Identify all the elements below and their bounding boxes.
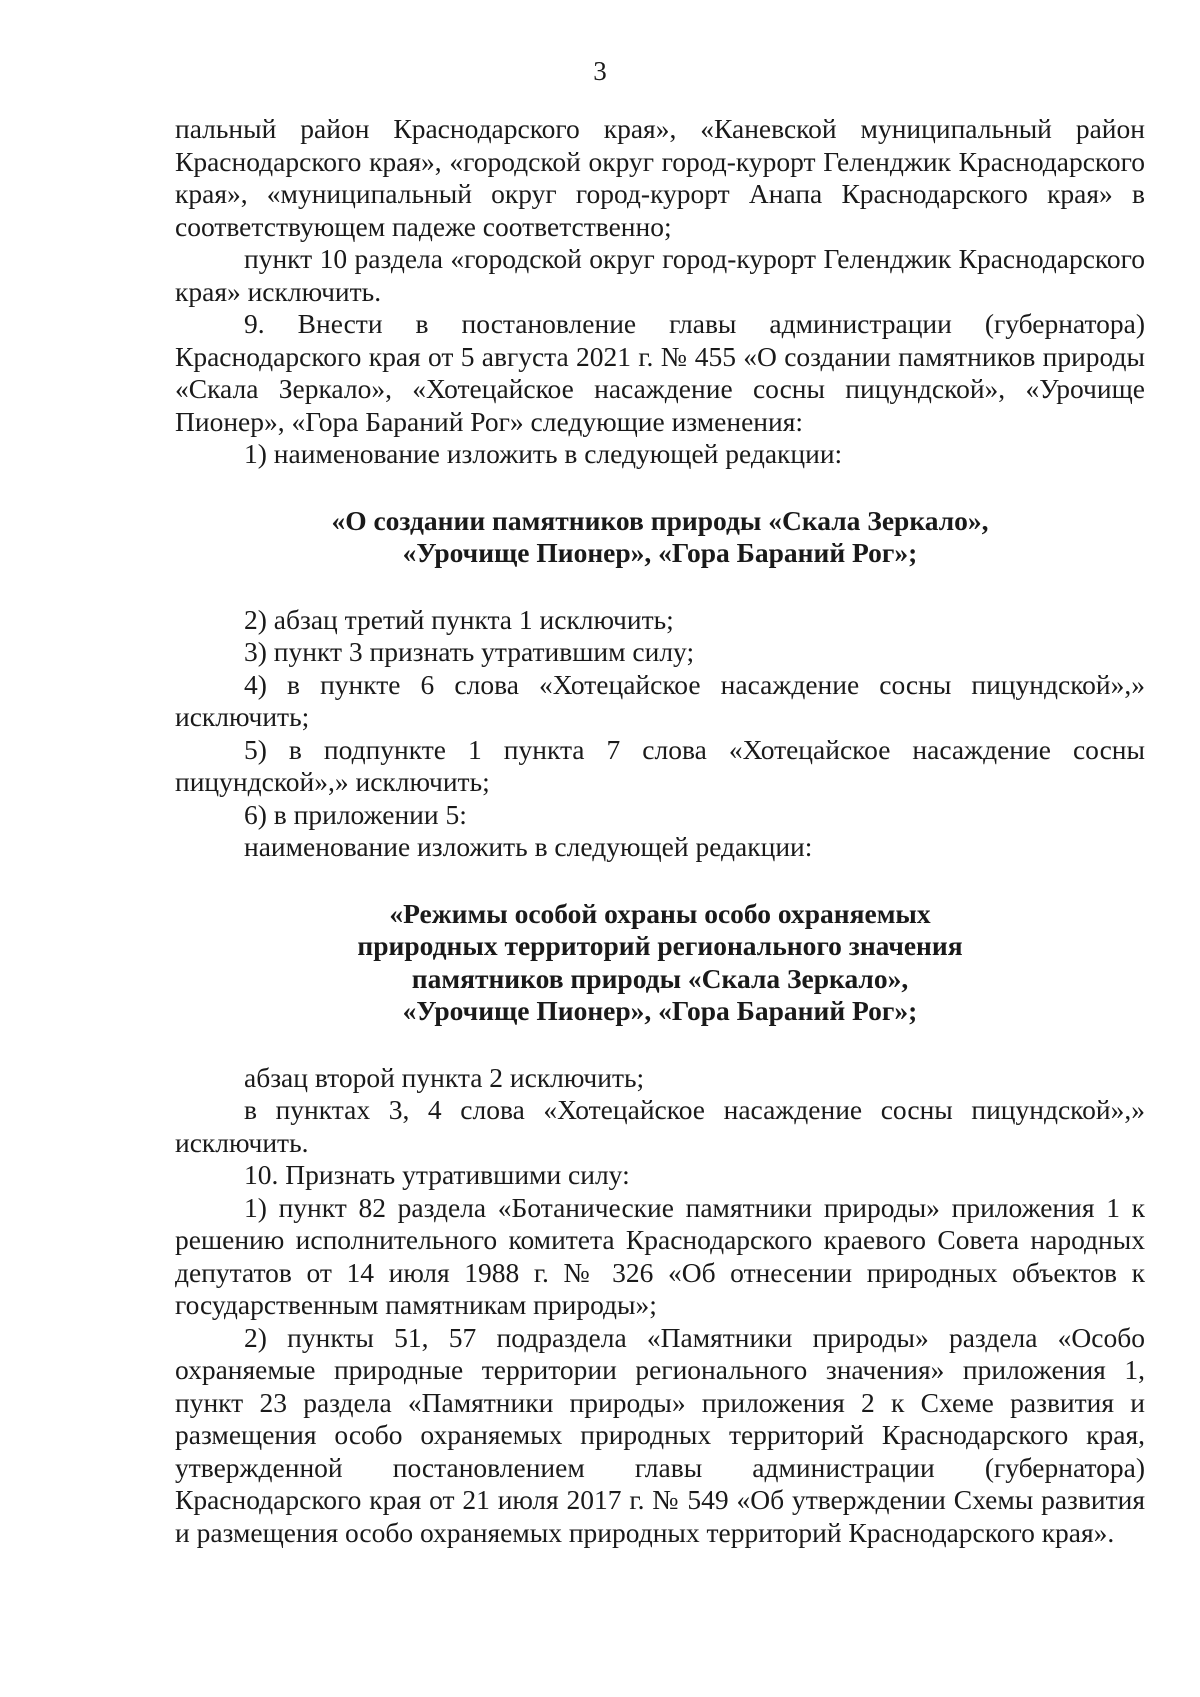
paragraph: в пунктах 3, 4 слова «Хотецайское насаждение сосны пицундской»,» исключить. xyxy=(175,1094,1145,1158)
heading-line: памятников природы «Скала Зеркало», xyxy=(411,962,909,994)
paragraph: абзац второй пункта 2 исключить; xyxy=(244,1061,645,1093)
heading-line: «Урочище Пионер», «Гора Бараний Рог»; xyxy=(402,537,918,568)
appendix-title-heading xyxy=(175,898,1145,1028)
spacer xyxy=(175,1028,1145,1062)
paragraph: 6) в приложении 5: xyxy=(244,798,467,830)
heading-line: «Урочище Пионер», «Гора Бараний Рог»; xyxy=(402,995,918,1026)
paragraph: пункт 10 раздела «городской округ город-курорт Геленджик Краснодарского края» исключить. xyxy=(175,243,1145,307)
paragraph: 2) пункты 51, 57 подраздела «Памятники природы» раздела «Особо охраняемые природные территории регионального значения» приложения 1, пункт 23 раздела «Памятники природы» приложения 2 к Схеме развития и размещения особо охраняемых природных территорий Краснодарского края, утвержденной постановлением главы администрации (губернатора) Краснодарского края от 21 июля 2017 г. № 549 «Об утверждении Схемы развития и размещения особо охраняемых природных территорий Краснодарского края». xyxy=(175,1321,1145,1548)
paragraph: 1) пункт 82 раздела «Ботанические памятники природы» приложения 1 к решению исполнительного комитета Краснодарского краевого Совета народных депутатов от 14 июля 1988 г. № 326 «Об отнесении природных объектов к государственным памятникам природы»; xyxy=(175,1191,1145,1320)
spacer xyxy=(175,864,1145,898)
spacer xyxy=(175,471,1145,505)
heading-line: «О создании памятников природы «Скала Зеркало», xyxy=(331,504,989,536)
paragraph: 10. Признать утратившими силу: xyxy=(244,1159,630,1190)
paragraph: 4) в пункте 6 слова «Хотецайское насаждение сосны пицундской»,» исключить; xyxy=(175,668,1145,732)
paragraph: 1) наименование изложить в следующей редакции: xyxy=(244,438,843,469)
page-number: 3 xyxy=(593,56,607,86)
paragraph: 2) абзац третий пункта 1 исключить; xyxy=(244,603,674,635)
spacer xyxy=(175,570,1145,604)
document-body xyxy=(175,113,1145,1549)
heading-line: «Режимы особой охраны особо охраняемых xyxy=(389,897,931,929)
paragraph: 3) пункт 3 признать утратившим силу; xyxy=(244,636,695,667)
paragraph: 5) в подпункте 1 пункта 7 слова «Хотецайское насаждение сосны пицундской»,» исключить; xyxy=(175,733,1145,797)
heading-line: природных территорий регионального значения xyxy=(357,930,963,961)
amended-title-heading xyxy=(175,505,1145,570)
paragraph: пальный район Краснодарского края», «Каневской муниципальный район Краснодарского края», «городской округ город-курорт Геленджик Краснодарского края», «муниципальный округ город-курорт Анапа Краснодарского края» в соответствующем падеже соответственно; xyxy=(175,113,1145,242)
paragraph: 9. Внести в постановление главы администрации (губернатора) Краснодарского края от 5 августа 2021 г. № 455 «О создании памятников природы «Скала Зеркало», «Хотецайское насаждение сосны пицундской», «Урочище Пионер», «Гора Бараний Рог» следующие изменения: xyxy=(175,308,1145,437)
paragraph: наименование изложить в следующей редакции: xyxy=(244,831,813,862)
